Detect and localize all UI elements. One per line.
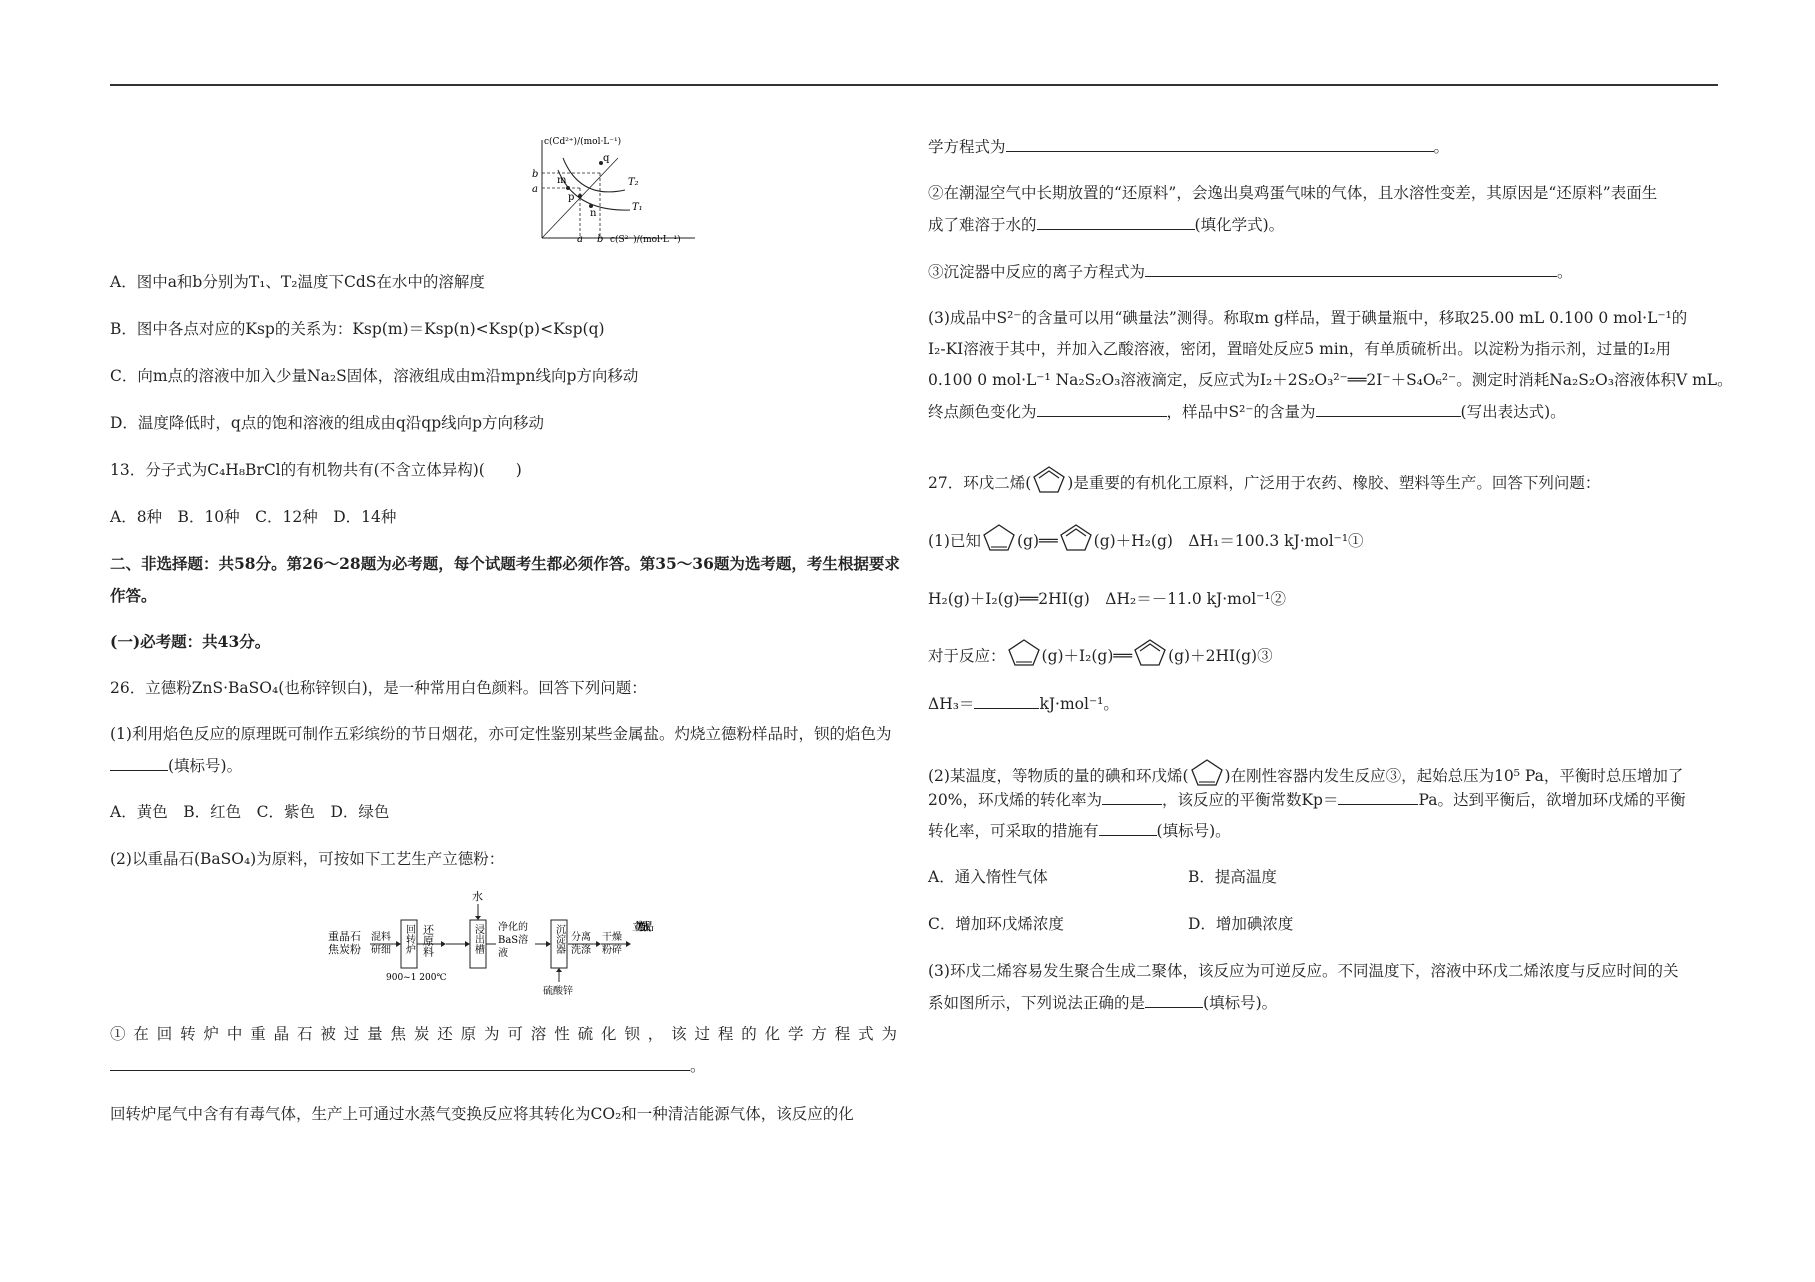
q27-part2-line3-a: 转化率，可采取的措施有 <box>928 822 1099 840</box>
q27-part3-line2-a: 系如图所示，下列说法正确的是 <box>928 994 1146 1012</box>
q26-part2-3-text: ③沉淀器中反应的离子方程式为 <box>928 263 1146 281</box>
q26-part1 <box>110 718 900 782</box>
flow-kiln-temp: 900~1 200℃ <box>386 973 447 983</box>
q27-stem <box>928 464 1600 494</box>
r-equation-end: 。 <box>1433 138 1450 156</box>
flow-box-rotary-kiln: 回转炉 <box>403 924 415 954</box>
graph-point-m: m <box>557 175 567 186</box>
q27-part2-line3-b: (填标号)。 <box>1156 822 1231 840</box>
r-equation-line <box>928 137 1449 157</box>
q26-part2-1-end: 。 <box>690 1057 706 1075</box>
flow-op-grind: 研细 <box>371 945 391 956</box>
q27-eq1 <box>928 522 1364 552</box>
cyclopentene-structure-icon <box>1189 757 1225 787</box>
graph-tick-a-y: a <box>532 184 538 195</box>
q26-part3-end: (写出表达式)。 <box>1460 403 1566 421</box>
dh3-blank[interactable] <box>974 694 1039 709</box>
water-gas-shift-equation-blank[interactable] <box>1006 137 1434 152</box>
q26-part3-line1: (3)成品中S²⁻的含量可以用“碘量法”测得。称取m g样品，置于碘量瓶中，移取25.00 mL 0.100 0 mol·L⁻¹的 <box>928 309 1688 327</box>
q13-stem: 13．分子式为C₄H₈BrCl的有机物共有(不含立体异构)( ) <box>110 461 522 479</box>
flow-op-mix: 混料 <box>371 932 391 943</box>
flow-op-crush: 粉碎 <box>602 945 622 956</box>
q27-eq1-mid: (g)══ <box>1016 532 1058 550</box>
q27-eq3-prefix: 对于反应： <box>928 647 1006 665</box>
q27-option-c: C．增加环戊烯浓度 <box>928 915 1064 933</box>
q27-part2-line1 <box>928 757 1683 787</box>
q27-part2-line1-b: )在刚性容器内发生反应③，起始总压为10⁵ Pa，平衡时总压增加了 <box>1224 767 1684 785</box>
flow-box-leach-tank: 浸出槽 <box>472 924 484 954</box>
flow-bas-solution-3: 液 <box>498 948 508 959</box>
q26-part3-endpoint-label: 终点颜色变化为 <box>928 403 1037 421</box>
q26-part2-2-end: (填化学式)。 <box>1194 216 1285 234</box>
q27-part3-line1: (3)环戊二烯容易发生聚合生成二聚体，该反应为可逆反应。不同温度下，溶液中环戊二烯浓度与反应时间的关 <box>928 962 1679 980</box>
q27-eq3-end: (g)＋2HI(g)③ <box>1168 647 1273 665</box>
process-flow-diagram <box>328 890 688 1000</box>
q26-part3-content-label: ，样品中S²⁻的含量为 <box>1166 403 1316 421</box>
q26-part2-3-end: 。 <box>1557 263 1573 281</box>
q26-part2-3 <box>928 262 1573 282</box>
q27-eq2: H₂(g)＋I₂(g)══2HI(g) ΔH₂＝－11.0 kJ·mol⁻¹② <box>928 590 1287 608</box>
endpoint-color-blank[interactable] <box>1037 402 1167 417</box>
q26-part1-options: A．黄色 B．红色 C．紫色 D．绿色 <box>110 803 390 821</box>
q27-dh3-unit: kJ·mol⁻¹。 <box>1039 695 1119 713</box>
r-equation-prefix: 学方程式为 <box>928 138 1006 156</box>
q27-eq3 <box>928 637 1273 667</box>
q27-part2-line2-b: ，该反应的平衡常数Kp＝ <box>1161 791 1339 809</box>
q26-part2-2-text-a: ②在潮湿空气中长期放置的“还原料”，会逸出臭鸡蛋气味的气体，且水溶性变差，其原因是“还原料”表面生 <box>928 184 1658 202</box>
flow-bas-solution-2: BaS溶 <box>498 935 529 946</box>
cds-solubility-graph <box>420 130 720 250</box>
flow-op-separate: 分离 <box>571 932 591 943</box>
q27-part3-line2-b: (填标号)。 <box>1203 994 1278 1012</box>
cyclopentadiene-structure-icon <box>1031 464 1067 494</box>
graph-tick-a-x: a <box>577 234 583 245</box>
q27-option-d: D．增加碘浓度 <box>1188 915 1294 933</box>
flow-output-lithopone: 立德粉成品 <box>632 920 654 933</box>
flow-bas-solution-1: 净化的 <box>498 922 528 933</box>
q26-part3-line3: 0.100 0 mol·L⁻¹ Na₂S₂O₃溶液滴定，反应式为I₂＋2S₂O₃²⁻══2I⁻＋S₄O₆²⁻。测定时消耗Na₂S₂O₃溶液体积V mL。 <box>928 371 1733 389</box>
q26-part2-1-answer-blank[interactable] <box>110 1056 690 1071</box>
q27-part2-line2-c: Pa。达到平衡后，欲增加环戊烯的平衡 <box>1418 791 1686 809</box>
graph-tick-b-y: b <box>532 169 539 180</box>
q27-dh3 <box>928 694 1119 714</box>
flow-reduced-material: 还原料 <box>421 924 435 957</box>
measures-blank[interactable] <box>1099 821 1157 836</box>
q27-option-a: A．通入惰性气体 <box>928 868 1048 886</box>
q27-part3-line2 <box>928 993 1277 1013</box>
flow-op-wash: 洗涤 <box>571 945 591 956</box>
graph-point-p: p <box>568 192 575 203</box>
q26-part2-stem: (2)以重晶石(BaSO₄)为原料，可按如下工艺生产立德粉： <box>110 850 505 868</box>
flow-zinc-sulfate: 硫酸锌 <box>543 986 573 997</box>
graph-curve-t2: T₂ <box>628 177 639 188</box>
q27-eq1-end: (g)＋H₂(g) ΔH₁＝100.3 kJ·mol⁻¹① <box>1093 532 1364 550</box>
flow-water: 水 <box>472 890 483 903</box>
section-2-heading: 二、非选择题：共58分。第26～28题为必考题，每个试题考生都必须作答。第35～36题为选考题，考生根据要求作答。 <box>110 554 900 605</box>
cyclopentene-structure-icon <box>981 522 1017 552</box>
q27-dh3-label: ΔH₃＝ <box>928 695 975 713</box>
graph-point-n: n <box>590 208 597 219</box>
flow-box-precipitator: 沉淀器 <box>553 924 565 954</box>
q26-part3-line2: I₂-KI溶液于其中，并加入乙酸溶液，密闭，置暗处反应5 min，有单质硫析出。以淀粉为指示剂，过量的I₂用 <box>928 340 1672 358</box>
correct-statement-blank[interactable] <box>1145 993 1203 1008</box>
q27-part2-line3 <box>928 821 1231 841</box>
header-rule <box>110 84 1718 86</box>
q27-part2-line2 <box>928 790 1685 810</box>
q27-eq3-mid: (g)＋I₂(g)══ <box>1041 647 1133 665</box>
q26-part2-tail-gas: 回转炉尾气中含有有毒气体，生产上可通过水蒸气变换反应将其转化为CO₂和一种清洁能源气体，该反应的化 <box>110 1105 854 1123</box>
sulfide-content-blank[interactable] <box>1316 402 1461 417</box>
insoluble-compound-blank[interactable] <box>1037 215 1195 230</box>
q26-part1-text: (1)利用焰色反应的原理既可制作五彩缤纷的节日烟花，亦可定性鉴别某些金属盐。灼烧立德粉样品时，钡的焰色为 <box>110 725 892 743</box>
ionic-equation-blank[interactable] <box>1145 262 1557 277</box>
graph-point-q: q <box>603 153 610 164</box>
q26-stem: 26．立德粉ZnS·BaSO₄(也称锌钡白)，是一种常用白色颜料。回答下列问题： <box>110 679 647 697</box>
q27-eq1-prefix: (1)已知 <box>928 532 981 550</box>
q12-option-a: A．图中a和b分别为T₁、T₂温度下CdS在水中的溶解度 <box>110 273 485 291</box>
q27-stem-a: 27．环戊二烯( <box>928 474 1032 492</box>
q26-part1-end: (填标号)。 <box>168 757 243 775</box>
q12-option-c: C．向m点的溶液中加入少量Na₂S固体，溶液组成由m沿mpn线向p方向移动 <box>110 367 639 385</box>
graph-xlabel: c(S²⁻)/(mol·L⁻¹) <box>610 235 681 245</box>
flow-op-dry: 干燥 <box>602 932 622 943</box>
q13-options: A．8种 B．10种 C．12种 D．14种 <box>110 508 397 526</box>
q27-option-b: B．提高温度 <box>1188 868 1277 886</box>
q12-option-b: B．图中各点对应的Ksp的关系为：Ksp(m)＝Ksp(n)<Ksp(p)<Ksp(q) <box>110 320 605 338</box>
q27-part2-line2-a: 20%，环戊烯的转化率为 <box>928 791 1102 809</box>
cyclopentadiene-structure-icon <box>1132 637 1168 667</box>
q12-option-d: D．温度降低时，q点的饱和溶液的组成由q沿qp线向p方向移动 <box>110 414 545 432</box>
q26-part3-line4 <box>928 402 1566 422</box>
graph-curve-t1: T₁ <box>632 202 643 213</box>
flow-input-coke: 焦炭粉 <box>328 943 361 956</box>
q27-part2-line1-a: (2)某温度，等物质的量的碘和环戊烯( <box>928 767 1189 785</box>
flow-input-barite: 重晶石 <box>328 930 361 943</box>
q26-part2-1-text: ①在回转炉中重晶石被过量焦炭还原为可溶性硫化钡，该过程的化学方程式为 <box>110 1025 900 1043</box>
q26-part2-2-prefix: 成了难溶于水的 <box>928 216 1037 234</box>
graph-ylabel: c(Cd²⁺)/(mol·L⁻¹) <box>544 137 622 147</box>
q27-stem-b: )是重要的有机化工原料，广泛用于农药、橡胶、塑料等生产。回答下列问题： <box>1067 474 1601 492</box>
section-2-subheading: (一)必考题：共43分。 <box>110 632 271 651</box>
cyclopentene-structure-icon <box>1006 637 1042 667</box>
q26-part2-2-text-b <box>928 215 1284 235</box>
graph-tick-b-x: b <box>597 234 604 245</box>
q26-part1-answer-blank[interactable] <box>110 756 168 771</box>
cyclopentadiene-structure-icon <box>1058 522 1094 552</box>
q26-part2-1-answer <box>110 1056 706 1076</box>
conversion-rate-blank[interactable] <box>1102 790 1162 805</box>
kp-blank[interactable] <box>1338 790 1418 805</box>
